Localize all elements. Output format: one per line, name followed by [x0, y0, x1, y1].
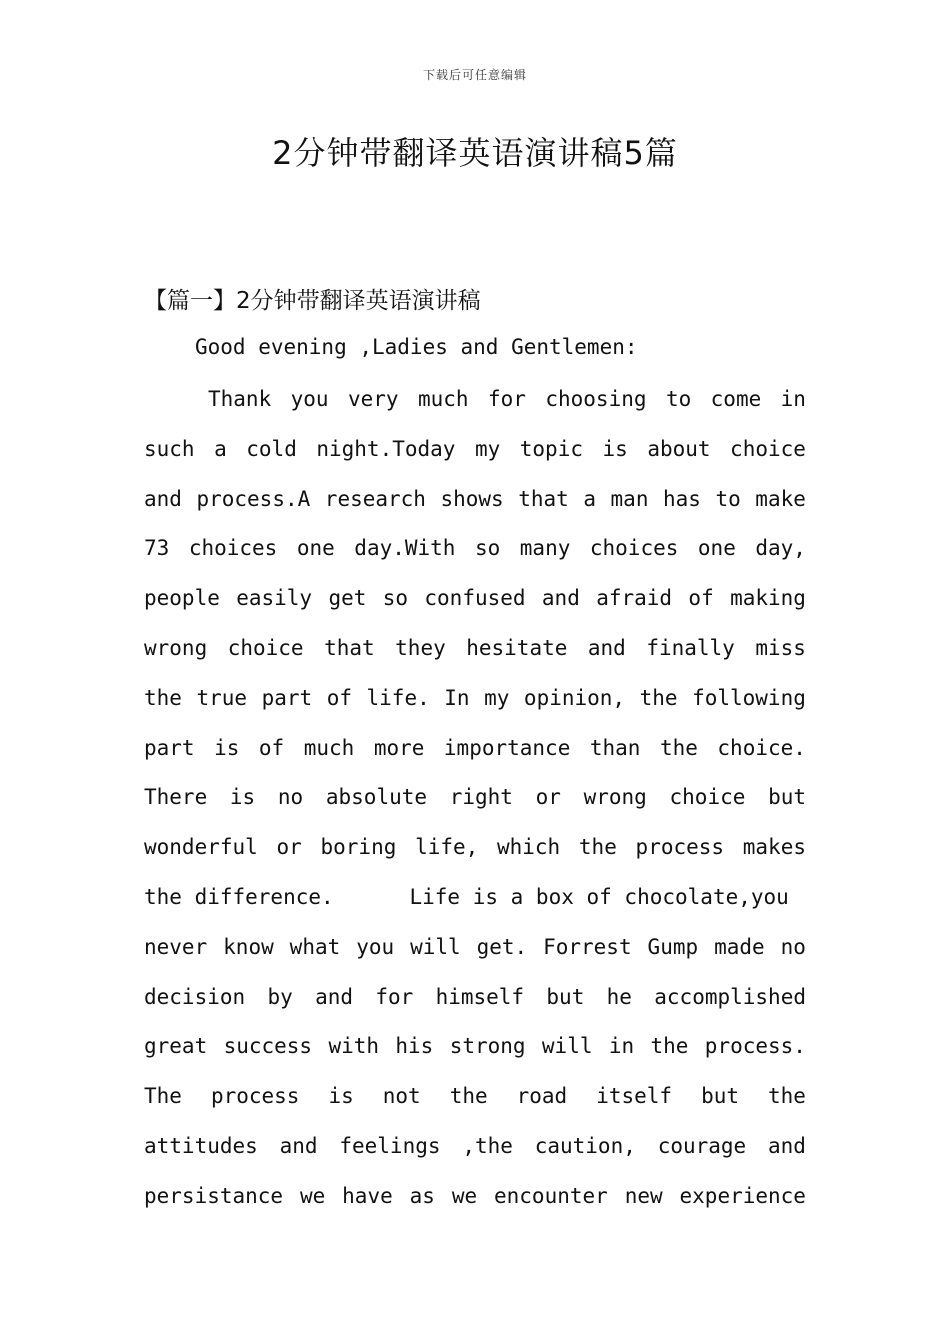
word: or: [276, 835, 302, 860]
word: people: [144, 586, 220, 611]
word: than: [589, 735, 641, 760]
word: they: [395, 635, 446, 660]
word: and: [315, 984, 354, 1009]
word: that: [324, 635, 375, 660]
word: one: [697, 536, 736, 561]
word: or: [535, 785, 561, 810]
word: much: [418, 387, 469, 411]
word: cold: [246, 436, 297, 461]
word: himself: [435, 984, 525, 1009]
word: no: [780, 934, 806, 959]
word: what: [289, 934, 341, 959]
word: following: [692, 685, 806, 710]
word: encounter: [494, 1183, 608, 1208]
word: a: [583, 486, 596, 511]
body-line-17: [144, 1180, 806, 1230]
word: of: [326, 685, 352, 710]
word: choice.: [717, 735, 806, 760]
word: wrong: [583, 785, 647, 810]
word: wrong: [144, 635, 208, 660]
word: you: [290, 387, 329, 411]
word: process.: [704, 1034, 806, 1059]
word: 73: [144, 536, 170, 561]
word: is: [214, 735, 240, 760]
word: caution,: [534, 1133, 636, 1158]
word: part: [144, 735, 195, 760]
word: accomplished: [654, 984, 806, 1009]
word: Gump: [647, 934, 699, 959]
word: in: [780, 387, 806, 411]
word: with: [328, 1034, 380, 1059]
word: in: [608, 1034, 635, 1059]
word: makes: [742, 835, 806, 860]
word: day,: [755, 536, 806, 561]
word: much: [303, 735, 355, 760]
body-line-13: [144, 981, 806, 1031]
word: the: [578, 835, 617, 860]
word: In: [444, 685, 470, 710]
word: is: [328, 1084, 354, 1109]
word: choosing: [545, 387, 647, 411]
word: will: [541, 1034, 593, 1059]
word: we: [299, 1183, 326, 1208]
word: right: [449, 785, 513, 810]
word: and: [144, 486, 182, 511]
body-line-12: [144, 931, 806, 981]
word: courage: [657, 1133, 747, 1158]
word: such: [144, 436, 195, 461]
word: ,the: [462, 1133, 513, 1158]
word: decision: [144, 984, 246, 1009]
word: wonderful: [144, 835, 258, 860]
body-line-5: [144, 582, 806, 632]
word: the: [659, 735, 698, 760]
word: day.With: [354, 536, 456, 561]
word: life.: [366, 685, 430, 710]
word: choice: [730, 436, 806, 461]
word: process.A: [196, 486, 311, 511]
word: attitudes: [144, 1133, 258, 1158]
word: man: [610, 486, 649, 511]
word: miss: [755, 635, 806, 660]
header-note: 下载后可任意编辑: [422, 68, 527, 82]
word: life,: [415, 835, 479, 860]
word: made: [714, 934, 765, 959]
word: get: [328, 586, 367, 611]
word: making: [730, 586, 806, 611]
body-line-10: [144, 831, 806, 881]
word: and: [541, 586, 580, 611]
word: for: [488, 387, 526, 411]
word: that: [518, 486, 569, 511]
word: process: [210, 1084, 300, 1109]
word: part: [261, 685, 313, 710]
word: choice: [669, 785, 746, 810]
word: we: [451, 1183, 478, 1208]
word: know: [223, 934, 274, 959]
word: road: [516, 1084, 568, 1109]
body-line-3: [144, 483, 806, 533]
word: come: [710, 387, 762, 411]
document-title: 2分钟带翻译英语演讲稿5篇: [272, 134, 678, 172]
word: feelings: [339, 1133, 441, 1158]
word: as: [409, 1183, 435, 1208]
word: you: [356, 934, 395, 959]
body-line-16: [144, 1130, 806, 1180]
word: the: [449, 1084, 488, 1109]
word: importance: [443, 735, 571, 760]
word: choice: [227, 635, 304, 660]
word: The: [144, 1084, 182, 1109]
word: not: [382, 1084, 421, 1109]
word: have: [342, 1183, 393, 1208]
word: absolute: [325, 785, 428, 810]
body-line-11: the difference. Life is a box of chocolate,you: [144, 884, 789, 909]
word: my: [474, 436, 501, 461]
speech-greeting: Good evening ,Ladies and Gentlemen:: [195, 335, 638, 359]
word: the: [144, 685, 182, 710]
word: Thank: [208, 387, 272, 411]
word: confused: [424, 586, 526, 611]
word: to: [665, 387, 692, 411]
word: for: [375, 984, 414, 1009]
body-line-6: [144, 632, 806, 682]
body-line-8: [144, 732, 806, 782]
word: has: [663, 486, 701, 511]
word: is: [602, 436, 628, 461]
word: the: [650, 1034, 689, 1059]
word: he: [606, 984, 632, 1009]
word: true: [196, 685, 248, 710]
word: of: [688, 586, 714, 611]
word: is: [229, 785, 256, 810]
word: get.: [476, 934, 528, 959]
word: make: [755, 486, 806, 511]
word: and: [768, 1133, 806, 1158]
word: success: [223, 1034, 313, 1059]
word: my: [484, 685, 510, 710]
word: new: [624, 1183, 663, 1208]
section-heading: 【篇一】2分钟带翻译英语演讲稿: [144, 288, 481, 314]
word: afraid: [596, 586, 673, 611]
word: but: [701, 1084, 739, 1109]
word: more: [373, 735, 425, 760]
word: There: [144, 785, 208, 810]
word: but: [546, 984, 585, 1009]
word: which: [496, 835, 561, 860]
word: topic: [519, 436, 583, 461]
word: many: [519, 536, 571, 561]
word: finally: [646, 635, 735, 660]
speech-body: [144, 383, 806, 1230]
word: experience: [679, 1183, 806, 1208]
word: choices: [188, 536, 278, 561]
word: his: [395, 1034, 434, 1059]
word: by: [267, 984, 293, 1009]
word: opinion,: [523, 685, 626, 710]
word: itself: [596, 1084, 673, 1109]
word: choices: [589, 536, 679, 561]
word: one: [296, 536, 335, 561]
body-line-4: [144, 532, 806, 582]
word: hesitate: [466, 635, 568, 660]
word: will: [410, 934, 461, 959]
word: so: [474, 536, 501, 561]
word: never: [144, 934, 208, 959]
body-line-14: [144, 1030, 806, 1080]
word: to: [715, 486, 741, 511]
word: easily: [236, 586, 313, 611]
word: process: [635, 835, 725, 860]
word: very: [348, 387, 399, 411]
word: the: [768, 1084, 806, 1109]
word: and: [587, 635, 626, 660]
word: but: [768, 785, 806, 810]
word: night.Today: [316, 436, 456, 461]
body-line-1: [144, 383, 806, 433]
body-line-2: [144, 433, 806, 483]
word: strong: [449, 1034, 526, 1059]
word: persistance: [144, 1183, 284, 1208]
word: Forrest: [543, 934, 632, 959]
word: of: [258, 735, 285, 760]
word: and: [279, 1133, 318, 1158]
word: no: [277, 785, 304, 810]
word: great: [144, 1034, 208, 1059]
word: about: [647, 436, 711, 461]
body-line-15: [144, 1080, 806, 1130]
word: a: [214, 436, 227, 461]
word: so: [382, 586, 409, 611]
body-line-9: [144, 781, 806, 831]
word: shows: [440, 486, 504, 511]
word: research: [324, 486, 426, 511]
body-line-7: [144, 682, 806, 732]
word: the: [639, 685, 678, 710]
word: boring: [320, 835, 397, 860]
